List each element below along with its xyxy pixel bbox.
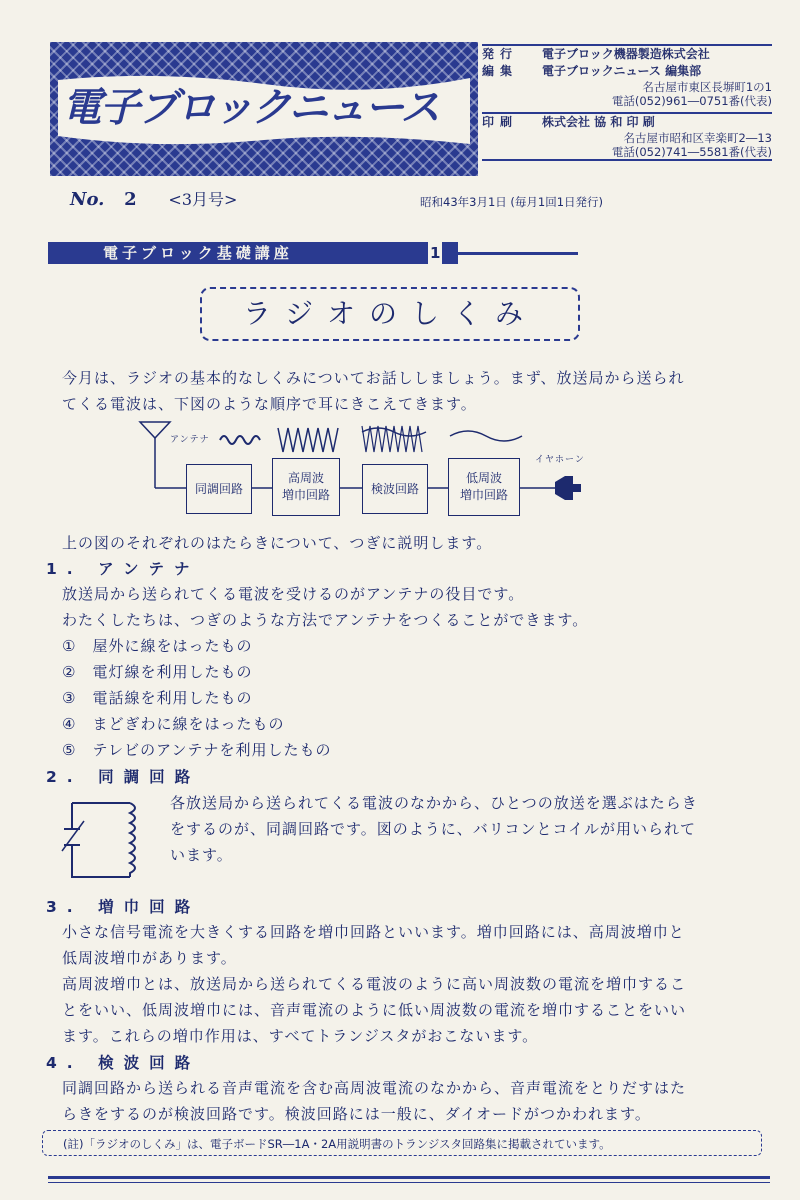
body-line: らきをするのが検波回路です。検波回路には一般に、ダイオードがつかわれます。 [62, 1105, 651, 1123]
block-label: 低周波 [465, 471, 502, 485]
issue-date: 昭和43年3月1日 (毎月1回1日発行) [420, 195, 604, 209]
section-heading-antenna: 1. アンテナ [46, 560, 200, 578]
article-title: ラジオのしくみ [200, 287, 580, 341]
section-banner [48, 242, 458, 264]
antenna-icon [140, 422, 170, 438]
printer-label: 印刷 [482, 115, 519, 129]
block-label: 増巾回路 [459, 488, 508, 502]
diagram-block-af-amp [448, 458, 520, 516]
body-line: とをいい、低周波増巾には、音声電流のように低い周波数の電流を増巾することをいい [62, 1001, 687, 1019]
body-line: 低周波増巾があります。 [62, 949, 237, 967]
printer-address: 名古屋市昭和区幸楽町2―13 [623, 131, 772, 145]
issue-month: <3月号> [168, 190, 238, 209]
intro-line: 今月は、ラジオの基本的なしくみについてお話ししましょう。まず、放送局から送られ [62, 369, 685, 387]
printer-row [482, 114, 772, 131]
earphone-plug-icon [573, 484, 581, 492]
section-title: 電子ブロック基礎講座 [103, 244, 293, 262]
tuning-circuit-diagram [60, 795, 150, 885]
publisher-row [482, 46, 772, 63]
diagram-block-tuning [186, 464, 252, 514]
body-line: 放送局から送られてくる電波を受けるのがアンテナの役目です。 [62, 585, 525, 603]
list-item: ① 屋外に線をはったもの [62, 637, 253, 655]
body-line: 小さな信号電流を大きくする回路を増巾回路といいます。増巾回路には、高周波増巾と [62, 923, 685, 941]
list-item: ⑤ テレビのアンテナを利用したもの [62, 741, 332, 759]
body-line: 同調回路から送られる音声電流を含む高周波電流のなかから、音声電流をとりだすはた [62, 1079, 687, 1097]
section-heading-amplifier: 3. 増巾回路 [46, 898, 201, 916]
publisher-rule [482, 159, 772, 161]
body-line: 各放送局から送られてくる電波のなかから、ひとつの放送を選ぶはたらき [170, 794, 698, 812]
footnote: (註)「ラジオのしくみ」は、電子ボードSR―1A・2A用説明書のトランジスタ回路集に掲載されています。 [42, 1130, 762, 1156]
publisher-label: 発行 [482, 47, 519, 61]
waveform-icon [362, 426, 422, 452]
coil-icon [130, 803, 135, 877]
banner-rule [458, 252, 578, 255]
section-number: 1 [430, 244, 441, 262]
issue-number: 2 [124, 189, 137, 210]
earphone-label: イヤホーン [535, 455, 585, 465]
waveform-icon [220, 436, 260, 444]
list-item: ④ まどぎわに線をはったもの [62, 715, 285, 733]
block-label: 増巾回路 [281, 488, 330, 502]
issue-number-label: No. [70, 189, 105, 210]
waveform-icon [278, 428, 338, 452]
editor-label: 編集 [482, 64, 519, 78]
list-item: ③ 電話線を利用したもの [62, 689, 253, 707]
body-line: をするのが、同調回路です。図のように、バリコンとコイルが用いられて [170, 820, 697, 838]
body-line: わたくしたちは、つぎのような方法でアンテナをつくることができます。 [62, 611, 589, 629]
editor-phone: 電話(052)961―0751番(代表) [611, 94, 772, 108]
editor-row [482, 63, 772, 80]
issue-line [70, 187, 237, 210]
printer-phone: 電話(052)741―5581番(代表) [611, 145, 772, 159]
antenna-label: アンテナ [170, 435, 210, 445]
printer-value: 株式会社 協 和 印 刷 [542, 115, 655, 129]
body-line: ます。これらの増巾作用は、すべてトランジスタがおこないます。 [62, 1027, 539, 1045]
waveform-icon [450, 431, 522, 441]
body-line: います。 [170, 846, 233, 864]
editor-value: 電子ブロックニュース 編集部 [542, 64, 702, 78]
diagram-block-detector [362, 464, 428, 514]
block-label: 検波回路 [370, 481, 419, 496]
section-heading-detector: 4. 検波回路 [46, 1054, 201, 1072]
block-label: 同調回路 [194, 481, 243, 496]
body-line: 高周波増巾とは、放送局から送られてくる電波のように高い周波数の電流を増巾するこ [62, 975, 687, 993]
section-heading-tuning: 2. 同調回路 [46, 768, 201, 786]
editor-address: 名古屋市東区長塀町1の1 [642, 80, 772, 94]
publisher-block [482, 44, 772, 169]
after-diagram-text: 上の図のそれぞれのはたらきについて、つぎに説明します。 [62, 534, 493, 552]
masthead-logo: 電子ブロックニュース [62, 85, 439, 131]
list-item: ② 電灯線を利用したもの [62, 663, 253, 681]
footer-rule [48, 1182, 770, 1183]
block-label: 高周波 [287, 471, 324, 485]
intro-line: てくる電波は、下図のような順序で耳にきこえてきます。 [62, 395, 477, 413]
publisher-value: 電子ブロック機器製造株式会社 [542, 47, 710, 61]
diagram-block-rf-amp [272, 458, 340, 516]
footer-rule [48, 1176, 770, 1179]
earphone-icon [555, 476, 573, 500]
